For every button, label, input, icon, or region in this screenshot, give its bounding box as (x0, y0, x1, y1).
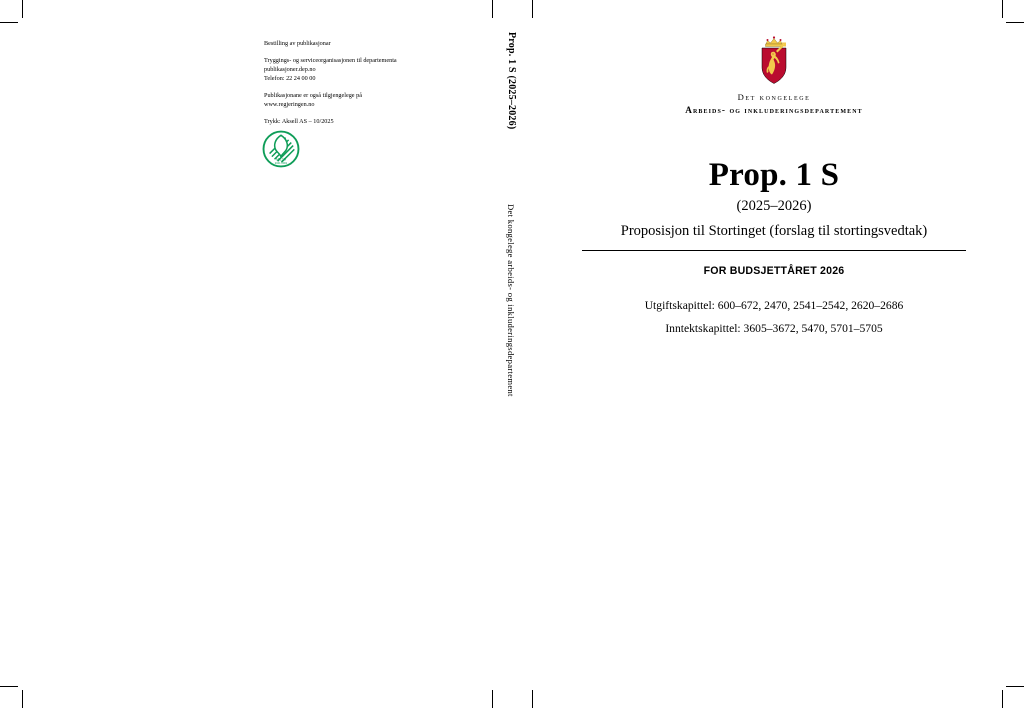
spine-title: Prop. 1 S (2025–2026) (506, 32, 517, 130)
crop-mark-bottom-left (22, 690, 23, 708)
svanemerket-eco-label-icon (262, 130, 300, 168)
colophon-block (264, 40, 464, 135)
crop-mark-left-top (0, 22, 18, 23)
document-subtitle: Proposisjon til Stortinget (forslag til stortingsvedtak) (620, 223, 928, 239)
budget-year-label: FOR BUDSJETTÅRET 2026 (703, 265, 845, 277)
crop-mark-bottom-center-right (532, 690, 533, 708)
front-cover (546, 22, 1002, 686)
colophon-distributor-line1: Tryggings- og serviceorganisasjonen til departementa (264, 56, 397, 64)
crop-mark-top-right (1002, 0, 1003, 18)
crop-mark-top-center-left (492, 0, 493, 18)
title-divider (582, 250, 966, 251)
income-chapters: Inntektskapittel: 3605–3672, 5470, 5701–5705 (665, 321, 883, 335)
document-years: (2025–2026) (736, 198, 812, 214)
cover-spread (22, 22, 1002, 686)
svg-text:MILJØ: MILJØ (275, 157, 287, 162)
page-title: Prop. 1 S (708, 157, 840, 193)
colophon-availability (264, 92, 464, 110)
crop-mark-top-center-right (532, 0, 533, 18)
norwegian-coat-of-arms-icon (754, 36, 794, 86)
book-spine (500, 22, 546, 686)
crop-mark-right-top (1006, 22, 1024, 23)
colophon-distributor-line3: Telefon: 22 24 00 00 (264, 74, 316, 82)
back-cover (22, 22, 500, 686)
department-name: Arbeids- og inkluderingsdepartement (685, 105, 863, 115)
crop-mark-bottom-right (1002, 690, 1003, 708)
svg-text:2041 0001: 2041 0001 (274, 162, 288, 166)
crop-mark-left-bottom (0, 686, 18, 687)
colophon-distributor-line2: publikasjoner.dep.no (264, 65, 316, 73)
spine-department: Det kongelege arbeids- og inkluderingsdepartement (506, 204, 516, 397)
crop-mark-right-bottom (1006, 686, 1024, 687)
colophon-distributor (264, 57, 464, 84)
colophon-printer: Trykk: Aksell AS – 10/2025 (264, 117, 334, 125)
colophon-availability-line1: Publikasjonane er også tilgjengelege på (264, 91, 362, 99)
crop-mark-top-left (22, 0, 23, 18)
crop-mark-bottom-center-left (492, 690, 493, 708)
chapter-ranges (546, 295, 1002, 340)
expenditure-chapters: Utgiftskapittel: 600–672, 2470, 2541–2542, 2620–2686 (644, 299, 904, 312)
colophon-availability-line2: www.regjeringen.no (264, 100, 315, 108)
kingdom-line: Det kongelege (737, 92, 811, 102)
colophon-order-heading: Bestilling av publikasjonar (264, 40, 331, 47)
